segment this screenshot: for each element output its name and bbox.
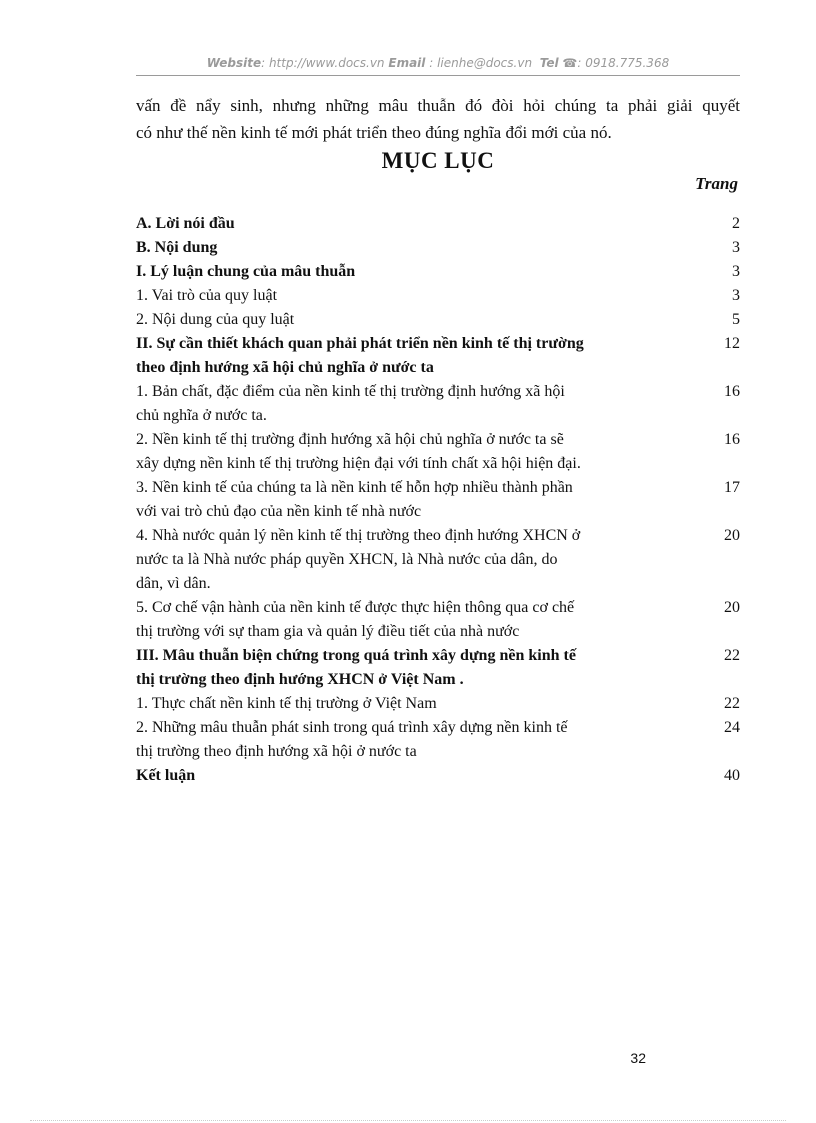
toc-title: MỤC LỤC xyxy=(381,148,495,173)
toc-entry xyxy=(136,284,740,308)
toc-entry-text xyxy=(136,764,671,788)
toc-entry-text xyxy=(136,644,671,692)
toc-entry-line: 2. Những mâu thuẫn phát sinh trong quá trình xây dựng nền kinh tế xyxy=(136,719,568,736)
toc-entry xyxy=(136,260,740,284)
toc-entry xyxy=(136,428,740,476)
toc-entry xyxy=(136,212,740,236)
toc-entry-text xyxy=(136,692,671,716)
toc-entry-text xyxy=(136,380,671,428)
intro-paragraph xyxy=(136,92,740,146)
toc-entry-page: 5 xyxy=(732,311,740,328)
toc-entry-page: 40 xyxy=(724,767,740,784)
toc-entry-line: chủ nghĩa ở nước ta. xyxy=(136,407,267,424)
toc-entry-line: 1. Thực chất nền kinh tế thị trường ở Việt Nam xyxy=(136,695,437,712)
toc-entry-text xyxy=(136,284,671,308)
toc-entry-page: 2 xyxy=(732,215,740,232)
table-of-contents xyxy=(136,212,740,788)
toc-entry xyxy=(136,524,740,596)
toc-entry xyxy=(136,476,740,524)
toc-entry-line: B. Nội dung xyxy=(136,239,218,256)
toc-entry-page: 3 xyxy=(732,287,740,304)
tel-value: : 0918.775.368 xyxy=(577,56,670,70)
toc-entry-line: xây dựng nền kinh tế thị trường hiện đại với tính chất xã hội hiện đại. xyxy=(136,455,581,472)
toc-entry-line: 4. Nhà nước quản lý nền kinh tế thị trường theo định hướng XHCN ở xyxy=(136,527,581,544)
toc-entry xyxy=(136,764,740,788)
toc-entry-line: I. Lý luận chung của mâu thuẫn xyxy=(136,263,356,280)
email-value: : lienhe@docs.vn xyxy=(425,56,533,70)
toc-entry-text xyxy=(136,308,671,332)
toc-entry-line: 2. Nội dung của quy luật xyxy=(136,311,295,328)
toc-entry-line: với vai trò chủ đạo của nền kinh tế nhà nước xyxy=(136,503,422,520)
toc-entry-page: 24 xyxy=(724,719,740,736)
toc-entry-line: dân, vì dân. xyxy=(136,575,211,592)
toc-entry xyxy=(136,332,740,380)
toc-entry-text xyxy=(136,716,671,764)
phone-icon: ☎ xyxy=(562,56,578,70)
toc-entry-line: II. Sự cần thiết khách quan phải phát triển nền kinh tế thị trường xyxy=(136,335,584,352)
page-number: 32 xyxy=(630,1050,646,1066)
email-label: Email xyxy=(388,56,426,70)
intro-line: có như thế nền kinh tế mới phát triển theo đúng nghĩa đổi mới của nó. xyxy=(136,123,612,142)
toc-entry-text xyxy=(136,428,671,476)
toc-entry-text xyxy=(136,476,671,524)
toc-entry-line: theo định hướng xã hội chủ nghĩa ở nước ta xyxy=(136,359,434,376)
header-divider xyxy=(136,75,740,76)
toc-entry-page: 17 xyxy=(724,479,740,496)
toc-entry-line: thị trường với sự tham gia và quản lý điều tiết của nhà nước xyxy=(136,623,520,640)
toc-entry xyxy=(136,596,740,644)
toc-entry-page: 20 xyxy=(724,599,740,616)
toc-entry-page: 12 xyxy=(724,335,740,352)
toc-entry-line: thị trường theo định hướng XHCN ở Việt Nam . xyxy=(136,671,464,688)
bottom-divider xyxy=(30,1120,786,1121)
toc-entry-line: 1. Vai trò của quy luật xyxy=(136,287,278,304)
toc-entry-page: 16 xyxy=(724,383,740,400)
toc-entry-line: III. Mâu thuẫn biện chứng trong quá trình xây dựng nền kinh tế xyxy=(136,647,576,664)
toc-entry xyxy=(136,644,740,692)
toc-entry xyxy=(136,716,740,764)
toc-entry-text xyxy=(136,332,671,380)
toc-entry-line: A. Lời nói đầu xyxy=(136,215,235,232)
toc-entry-line: Kết luận xyxy=(136,767,196,784)
toc-entry xyxy=(136,692,740,716)
toc-entry-page: 22 xyxy=(724,647,740,664)
tel-label: Tel xyxy=(539,56,559,70)
toc-page-header: Trang xyxy=(695,174,738,193)
toc-entry-text xyxy=(136,236,671,260)
intro-line: vấn đề nẩy sinh, nhưng những mâu thuẫn đó đòi hỏi chúng ta phải giải quyết xyxy=(136,96,740,115)
toc-entry-page: 22 xyxy=(724,695,740,712)
toc-entry xyxy=(136,236,740,260)
toc-entry-line: 1. Bản chất, đặc điểm của nền kinh tế thị trường định hướng xã hội xyxy=(136,383,565,400)
toc-entry xyxy=(136,308,740,332)
toc-entry-line: 2. Nền kinh tế thị trường định hướng xã hội chủ nghĩa ở nước ta sẽ xyxy=(136,431,564,448)
toc-entry-text xyxy=(136,212,671,236)
toc-entry-line: thị trường theo định hướng xã hội ở nước ta xyxy=(136,743,417,760)
toc-entry-text xyxy=(136,524,671,596)
toc-entry xyxy=(136,380,740,428)
toc-entry-line: 5. Cơ chế vận hành của nền kinh tế được thực hiện thông qua cơ chế xyxy=(136,599,575,616)
toc-entry-line: nước ta là Nhà nước pháp quyền XHCN, là Nhà nước của dân, do xyxy=(136,551,558,568)
website-label: Website xyxy=(206,56,262,70)
toc-entry-page: 16 xyxy=(724,431,740,448)
toc-entry-text xyxy=(136,260,671,284)
toc-entry-line: 3. Nền kinh tế của chúng ta là nền kinh tế hỗn hợp nhiều thành phần xyxy=(136,479,573,496)
toc-entry-text xyxy=(136,596,671,644)
toc-entry-page: 3 xyxy=(732,263,740,280)
toc-entry-page: 3 xyxy=(732,239,740,256)
toc-entry-page: 20 xyxy=(724,527,740,544)
page-header xyxy=(136,56,740,70)
website-value: : http://www.docs.vn xyxy=(261,56,385,70)
